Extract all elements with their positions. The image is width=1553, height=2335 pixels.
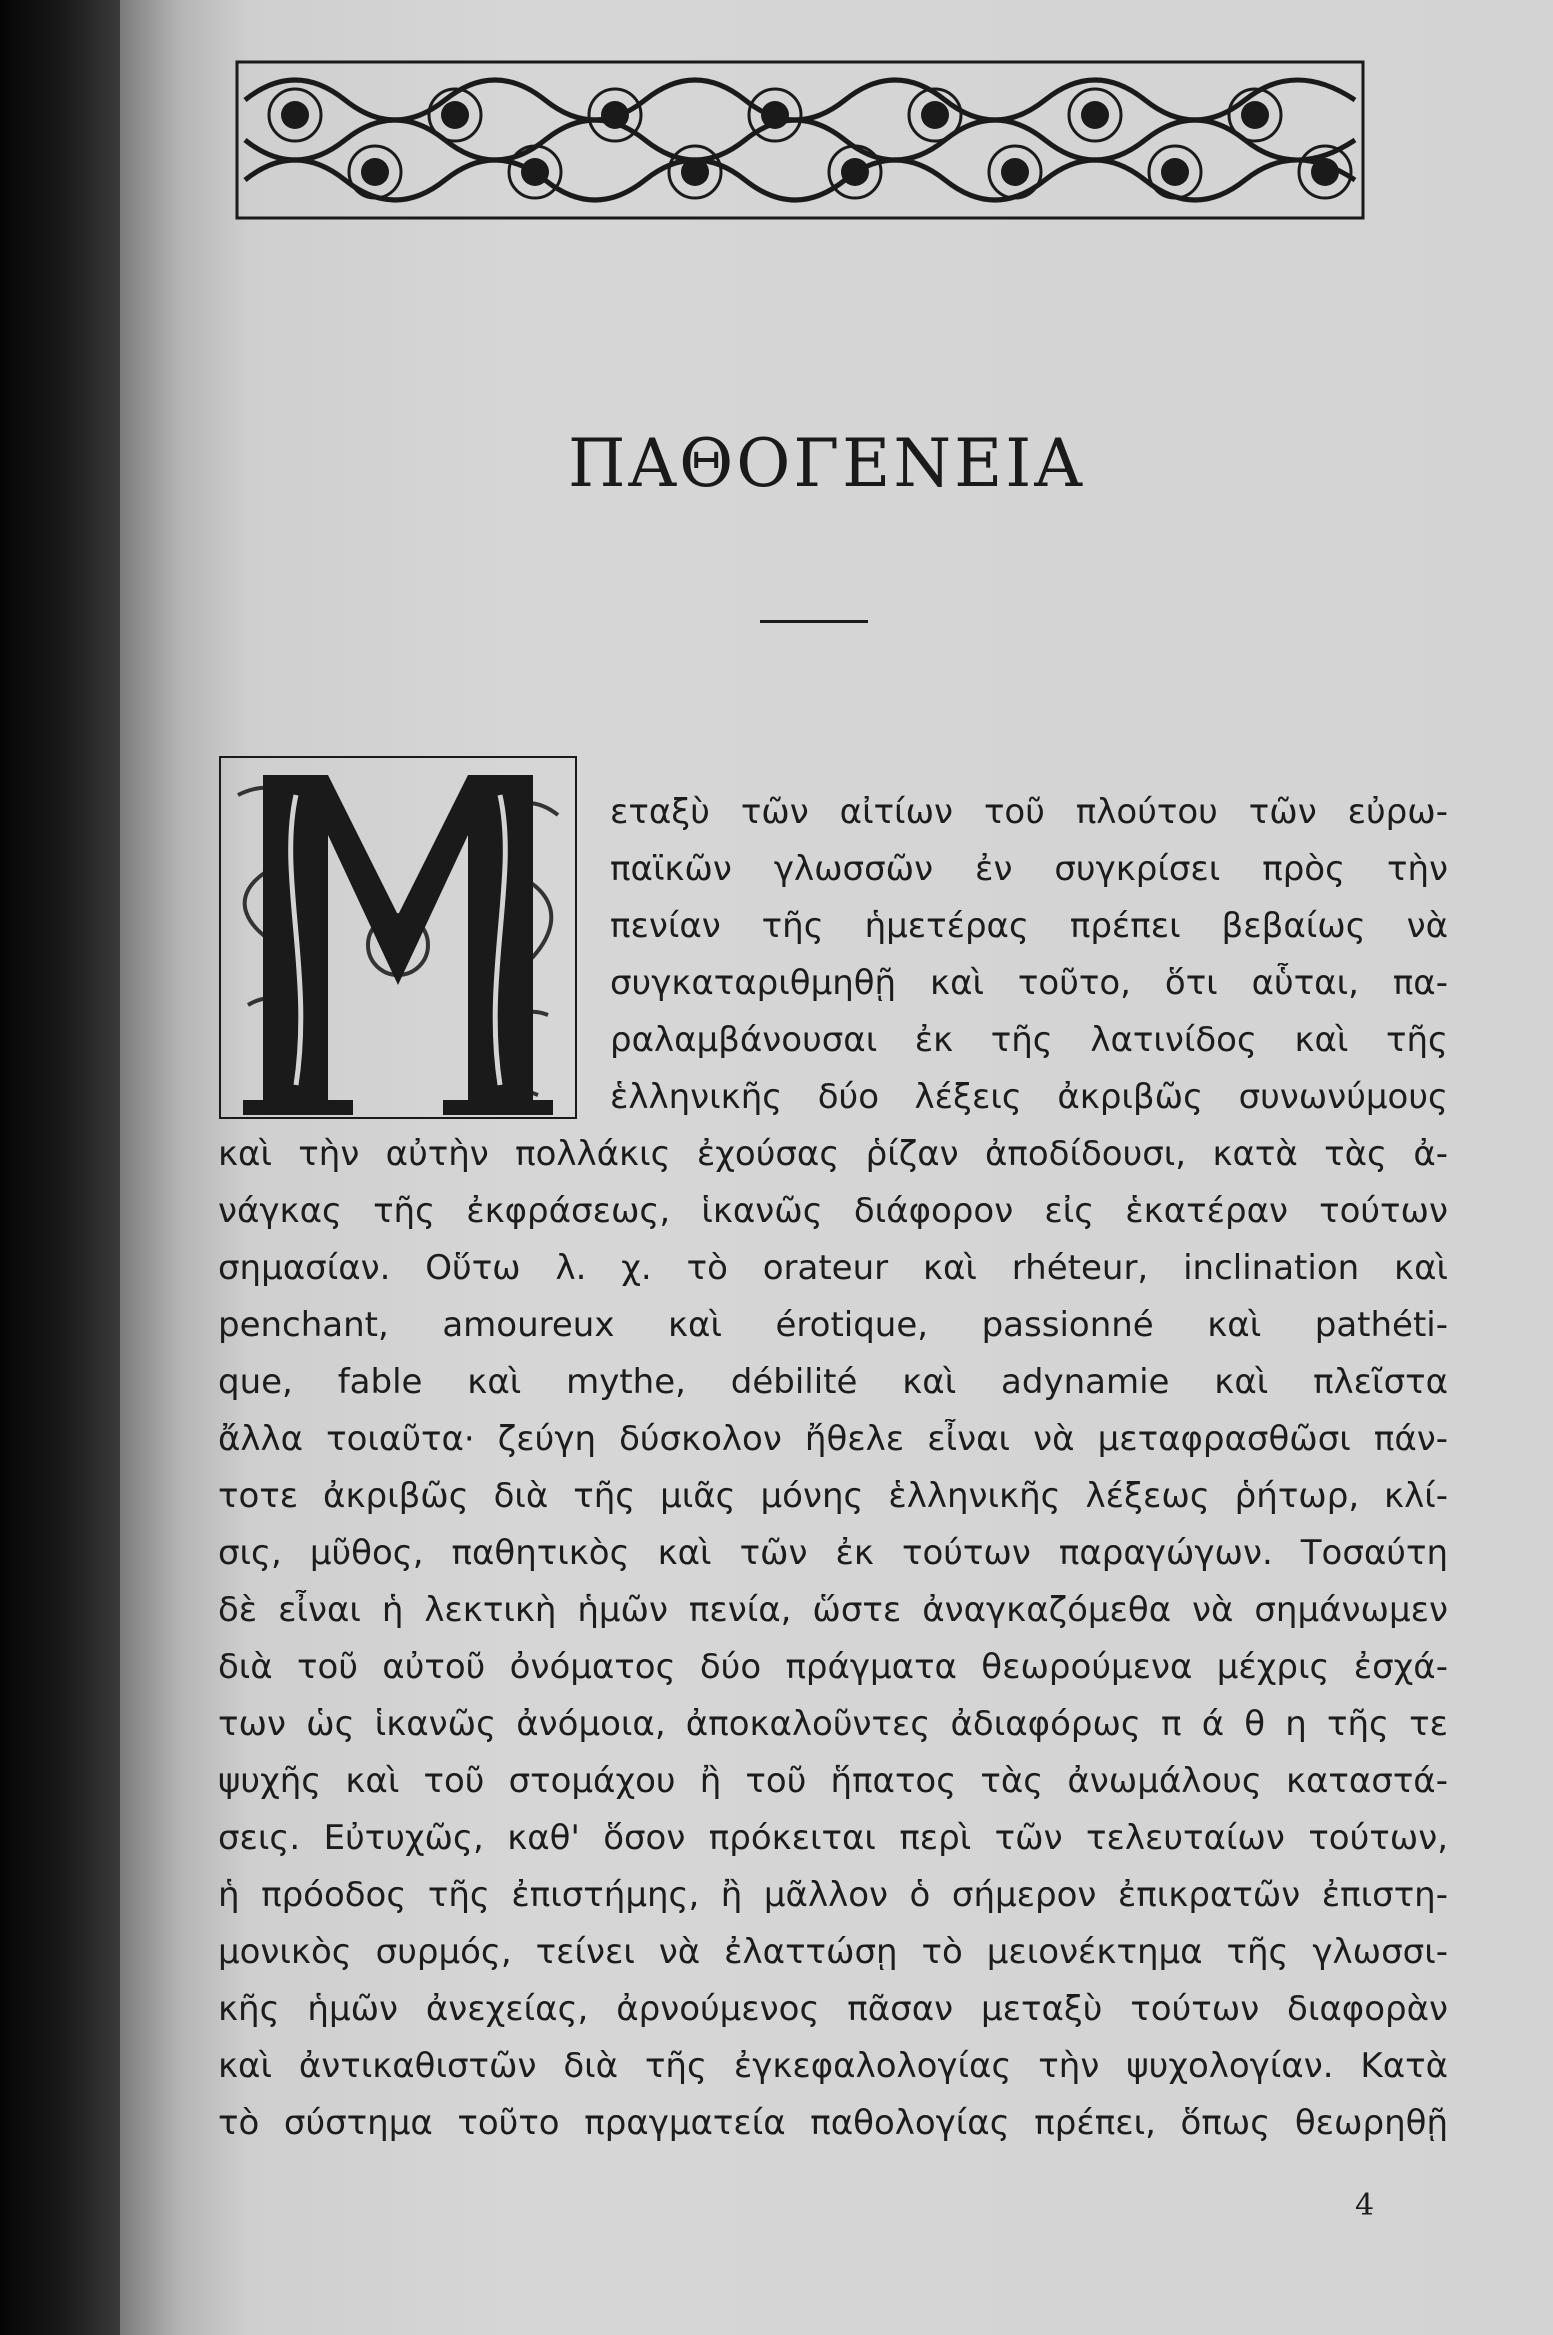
- text-line: καὶ ἀντικαθιστῶν διὰ τῆς ἐγκεφαλολογίας τὴν ψυχολογίαν. Κατὰ: [218, 2046, 1448, 2086]
- text-line: σις, μῦθος, παθητικὸς καὶ τῶν ἐκ τούτων παραγώγων. Τοσαύτη: [218, 1533, 1448, 1573]
- text-line: νάγκας τῆς ἐκφράσεως, ἱκανῶς διάφορον εἰς ἑκατέραν τούτων: [218, 1191, 1448, 1231]
- text-line: παϊκῶν γλωσσῶν ἐν συγκρίσει πρὸς τὴν: [610, 849, 1448, 889]
- text-line: καὶ τὴν αὐτὴν πολλάκις ἐχούσας ῥίζαν ἀποδίδουσι, κατὰ τὰς ἀ-: [218, 1134, 1448, 1174]
- title-rule: [760, 620, 868, 623]
- text-line: δὲ εἶναι ἡ λεκτικὴ ἡμῶν πενία, ὥστε ἀναγκαζόμεθα νὰ σημάνωμεν: [218, 1590, 1448, 1630]
- text-line: σημασίαν. Οὕτω λ. χ. τὸ orateur καὶ rhéteur, inclination καὶ: [218, 1248, 1448, 1288]
- text-line: κῆς ἡμῶν ἀνεχείας, ἀρνούμενος πᾶσαν μεταξὺ τούτων διαφορὰν: [218, 1989, 1448, 2029]
- text-line: penchant, amoureux καὶ érotique, passionné καὶ pathéti-: [218, 1305, 1448, 1345]
- text-line: τὸ σύστημα τοῦτο πραγματεία παθολογίας πρέπει, ὅπως θεωρηθῇ: [218, 2103, 1448, 2143]
- text-line: ἡ πρόοδος τῆς ἐπιστήμης, ἢ μᾶλλον ὁ σήμερον ἐπικρατῶν ἐπιστη-: [218, 1875, 1448, 1915]
- chapter-title: ΠΑΘΟΓΕΝΕΙΑ: [567, 425, 1086, 502]
- decorative-header-ornament: [235, 60, 1365, 220]
- text-line: εταξὺ τῶν αἰτίων τοῦ πλούτου τῶν εὐρω-: [610, 792, 1448, 832]
- text-line: διὰ τοῦ αὐτοῦ ὀνόματος δύο πράγματα θεωρούμενα μέχρις ἐσχά-: [218, 1647, 1448, 1687]
- text-line: ἑλληνικῆς δύο λέξεις ἀκριβῶς συνωνύμους: [610, 1077, 1448, 1117]
- text-line: que, fable καὶ mythe, débilité καὶ adynamie καὶ πλεῖστα: [218, 1362, 1448, 1402]
- text-line: τοτε ἀκριβῶς διὰ τῆς μιᾶς μόνης ἑλληνικῆς λέξεως ῥήτωρ, κλί-: [218, 1476, 1448, 1516]
- text-line: πενίαν τῆς ἡμετέρας πρέπει βεβαίως νὰ: [610, 906, 1448, 946]
- text-line: σεις. Εὐτυχῶς, καθ' ὅσον πρόκειται περὶ τῶν τελευταίων τούτων,: [218, 1818, 1448, 1858]
- text-line: μονικὸς συρμός, τείνει νὰ ἐλαττώσῃ τὸ μειονέκτημα τῆς γλωσσι-: [218, 1932, 1448, 1972]
- text-line: συγκαταριθμηθῇ καὶ τοῦτο, ὅτι αὗται, πα-: [610, 963, 1448, 1003]
- text-line: ἄλλα τοιαῦτα· ζεύγη δύσκολον ἤθελε εἶναι νὰ μεταφρασθῶσι πάν-: [218, 1419, 1448, 1459]
- page-number: 4: [1355, 2188, 1375, 2223]
- decorated-drop-cap: [218, 755, 578, 1120]
- text-line: των ὡς ἱκανῶς ἀνόμοια, ἀποκαλοῦντες ἀδιαφόρως π ά θ η τῆς τε: [218, 1704, 1448, 1744]
- text-line: ψυχῆς καὶ τοῦ στομάχου ἢ τοῦ ἥπατος τὰς ἀνωμάλους καταστά-: [218, 1761, 1448, 1801]
- text-line: ραλαμβάνουσαι ἐκ τῆς λατινίδος καὶ τῆς: [610, 1020, 1448, 1060]
